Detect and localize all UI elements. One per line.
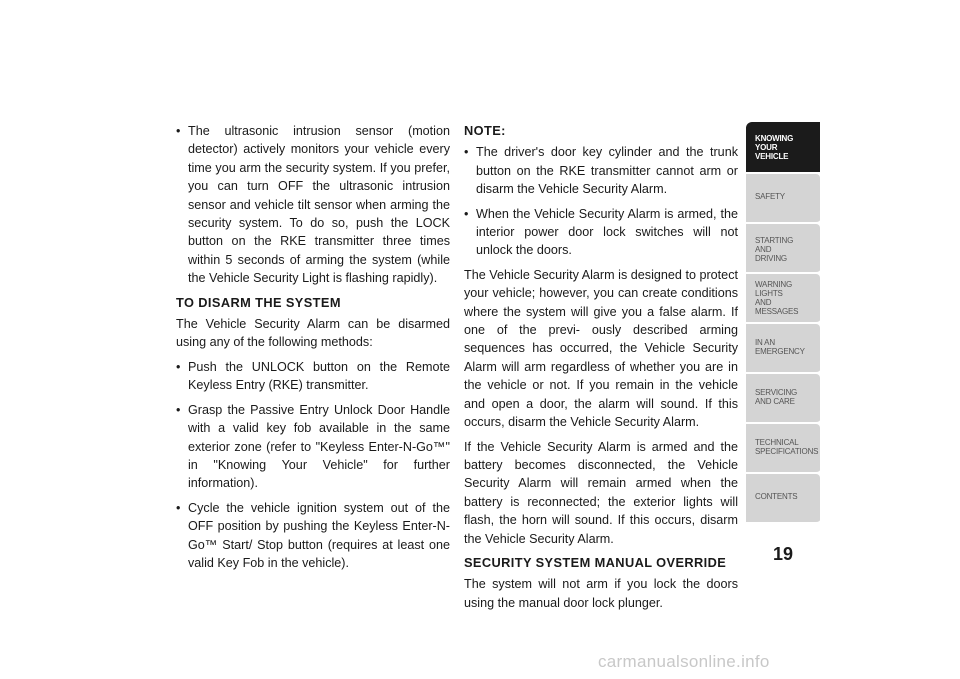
bullet-text: When the Vehicle Security Alarm is armed, the interior power door lock switches will not unlock the doors.	[476, 206, 738, 258]
note-bullet-power-locks	[464, 205, 738, 260]
tab-knowing-your-vehicle[interactable]: KNOWING YOUR VEHICLE	[746, 122, 820, 174]
heading-manual-override: SECURITY SYSTEM MANUAL OVERRIDE	[464, 554, 727, 570]
tab-warning-lights[interactable]: WARNING LIGHTS AND MESSAGES	[746, 274, 820, 324]
note-heading: NOTE:	[464, 123, 506, 138]
page-number: 19	[772, 544, 794, 564]
bullet-passive-entry	[176, 401, 450, 493]
tab-safety[interactable]: SAFETY	[746, 174, 820, 224]
tab-in-an-emergency[interactable]: IN AN EMERGENCY	[746, 324, 820, 374]
right-column	[464, 122, 738, 618]
bullet-ultrasonic-sensor	[176, 122, 450, 288]
disarm-intro: The Vehicle Security Alarm can be disarmed using any of the following methods:	[176, 317, 450, 350]
tab-starting-and-driving[interactable]: STARTING AND DRIVING	[746, 224, 820, 274]
heading-disarm: TO DISARM THE SYSTEM	[176, 294, 341, 310]
tab-technical-specifications[interactable]: TECHNICAL SPECIFICATIONS	[746, 424, 820, 474]
left-column	[176, 122, 450, 578]
bullet-text: Push the UNLOCK button on the Remote Keyless Entry (RKE) transmitter.	[188, 359, 450, 393]
bullet-ignition-cycle	[176, 499, 450, 573]
bullet-text: The ultrasonic intrusion sensor (motion detector) actively monitors your vehicle every time you arm the security system. If you prefer, you can turn OFF the ultrasonic intrusion sensor and vehicle tilt sensor when arming the security system. To do so, push the LOCK button on the RKE transmitter three times within 5 seconds of arming the system (while the Vehicle Security Light is flashing rapidly).	[188, 124, 450, 286]
paragraph-false-alarm: The Vehicle Security Alarm is designed to protect your vehicle; however, you can create conditions where the system will give you a false alarm. If one of the previ- ously described arming sequences has occurred, the Vehicle Security Alarm will arm regardless of whether you are in the vehicle or not. If you remain in the vehicle and open a door, the alarm will sound. If this occurs, disarm the Vehicle Security Alarm.	[464, 267, 738, 430]
bullet-text: Grasp the Passive Entry Unlock Door Handle with a valid key fob available in the same exterior zone (refer to "Keyless Enter-N-Go™" in "Knowing Your Vehicle" for further information).	[188, 402, 450, 491]
tab-contents[interactable]: CONTENTS	[746, 474, 820, 524]
watermark: carmanualsonline.info	[598, 652, 770, 671]
bullet-text: Cycle the vehicle ignition system out of the OFF position by pushing the Keyless Enter-N-Go™ Start/ Stop button (requires at least one valid Key Fob in the vehicle).	[188, 500, 450, 570]
note-bullet-key-cylinder	[464, 143, 738, 198]
chapter-tabs	[746, 122, 820, 524]
bullet-text: The driver's door key cylinder and the trunk button on the RKE transmitter cannot arm or disarm the Vehicle Security Alarm.	[476, 145, 738, 197]
bullet-unlock-button	[176, 358, 450, 395]
tab-servicing-and-care[interactable]: SERVICING AND CARE	[746, 374, 820, 424]
paragraph-battery: If the Vehicle Security Alarm is armed and the battery becomes disconnected, the Vehicle Security Alarm will remain armed when the battery is reconnected; the exterior lights will flash, the horn will sound. If this occurs, disarm the Vehicle Security Alarm.	[464, 439, 738, 546]
paragraph-manual-override: The system will not arm if you lock the doors using the manual door lock plunger.	[464, 577, 738, 610]
